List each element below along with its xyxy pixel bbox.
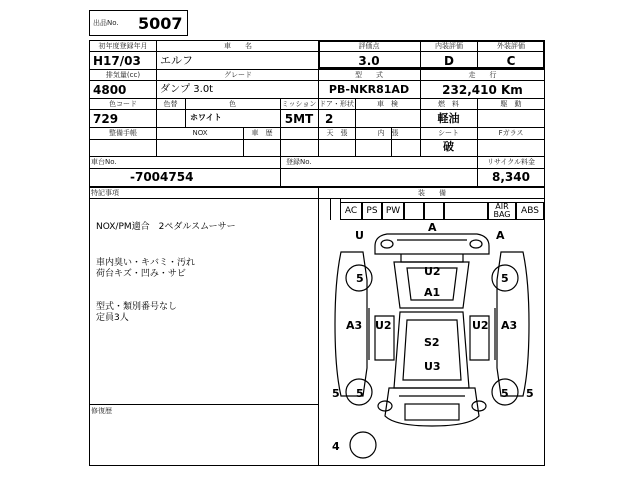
damage-mark-right-door: U2 <box>472 319 489 332</box>
transmission-label: ミッション <box>281 100 317 108</box>
equipment-empty-3 <box>444 202 488 220</box>
grade-value: ダンプ 3.0t <box>160 84 214 95</box>
inspection-label: 車 検 <box>377 100 398 108</box>
damage-mark-roof: U2 <box>424 265 441 278</box>
first-reg-value: H17/03 <box>93 54 141 68</box>
mileage-label: 走 行 <box>468 71 497 79</box>
f-glass-label: Fガラス <box>498 129 524 137</box>
note-line-5: 定員3人 <box>96 313 129 323</box>
damage-mark-front-left: U <box>355 229 364 242</box>
reg-label: 登録No. <box>286 158 312 166</box>
damage-mark-wheel-front-right: 5 <box>501 272 509 285</box>
damage-mark-left-side: A3 <box>346 319 363 332</box>
damage-mark-bed-rear: U3 <box>424 360 441 373</box>
damage-mark-spare-tire: 4 <box>332 440 340 453</box>
interior-trim-label: 内 張 <box>377 129 399 137</box>
color-value: ホワイト <box>190 113 222 122</box>
seat-label: シート <box>438 129 459 137</box>
damage-mark-rear-left-outer: 5 <box>332 387 340 400</box>
type-value: PB-NKR81AD <box>328 83 410 96</box>
equipment-airbag: AIR BAG <box>488 202 516 220</box>
equipment-abs: ABS <box>516 202 544 220</box>
damage-mark-right-side: A3 <box>501 319 518 332</box>
fuel-label: 燃 料 <box>438 100 459 108</box>
damage-mark-front-right: A <box>496 229 505 242</box>
exterior-value: C <box>506 54 516 68</box>
score-label: 評価点 <box>358 42 380 50</box>
model-value: エルフ <box>160 54 193 67</box>
damage-mark-left-door: U2 <box>375 319 392 332</box>
first-reg-label: 初年度登録年月 <box>98 42 148 50</box>
maintenance-label: 整備手帳 <box>109 129 137 137</box>
color-code-value: 729 <box>93 112 119 126</box>
equipment-empty-2 <box>424 202 444 220</box>
recycle-label: リサイクル料金 <box>486 158 536 166</box>
damage-mark-rear-right-wheel: 5 <box>501 387 509 400</box>
note-line-3: 荷台キズ・凹み・サビ <box>96 269 186 279</box>
damage-mark-windshield: A1 <box>424 286 441 299</box>
transmission-value: 5MT <box>284 112 314 126</box>
fuel-value: 軽油 <box>437 112 460 125</box>
note-line-2: 車内臭い・キバミ・汚れ <box>96 258 196 268</box>
nox-label: NOX <box>192 129 208 137</box>
damage-mark-front-center: A <box>428 221 437 234</box>
listing-number-box <box>89 10 188 36</box>
doors-value: 2 <box>325 112 334 126</box>
listing-number-value: 5007 <box>138 14 183 33</box>
seat-value: 破 <box>443 140 454 153</box>
color-code-label: 色コード <box>109 100 137 108</box>
damage-mark-wheel-front-left: 5 <box>356 272 364 285</box>
listing-number-label: 出品No. <box>93 19 119 27</box>
note-line-4: 型式・類別番号なし <box>96 302 178 312</box>
repair-label: 修復歴 <box>91 407 112 415</box>
color-label: 色 <box>229 100 236 108</box>
displacement-value: 4800 <box>93 83 127 97</box>
type-label: 型 式 <box>355 71 383 79</box>
grade-label: グレード <box>224 71 252 79</box>
displacement-label: 排気量(cc) <box>105 71 141 79</box>
recycle-value: 8,340 <box>492 170 530 184</box>
damage-mark-rear-left-wheel: 5 <box>356 387 364 400</box>
mileage-value: 232,410 Km <box>442 83 523 97</box>
equipment-pw: PW <box>382 202 404 220</box>
equipment-label: 装 備 <box>418 189 446 197</box>
sunroof-label: 天 張 <box>326 129 348 137</box>
score-value: 3.0 <box>358 54 380 68</box>
model-label: 車 名 <box>224 42 252 50</box>
equipment-empty-1 <box>404 202 424 220</box>
interior-label: 内装評価 <box>435 42 463 50</box>
exterior-label: 外装評価 <box>497 42 525 50</box>
notes-label: 特記事項 <box>91 189 119 197</box>
damage-mark-bed-front: S2 <box>424 336 440 349</box>
history-label: 車 歴 <box>251 129 273 137</box>
color-system-label: 色替 <box>163 100 178 108</box>
equipment-ac: AC <box>340 202 362 220</box>
chassis-value: -7004754 <box>130 170 194 184</box>
drive-label: 駆 動 <box>500 100 522 108</box>
equipment-ps: PS <box>362 202 382 220</box>
damage-mark-rear-right-outer: 5 <box>526 387 534 400</box>
doors-label: ドア・形状 <box>319 100 354 108</box>
note-line-1: NOX/PM適合 2ペダルスムーサー <box>96 222 236 232</box>
chassis-label: 車台No. <box>91 158 117 166</box>
interior-value: D <box>444 54 454 68</box>
